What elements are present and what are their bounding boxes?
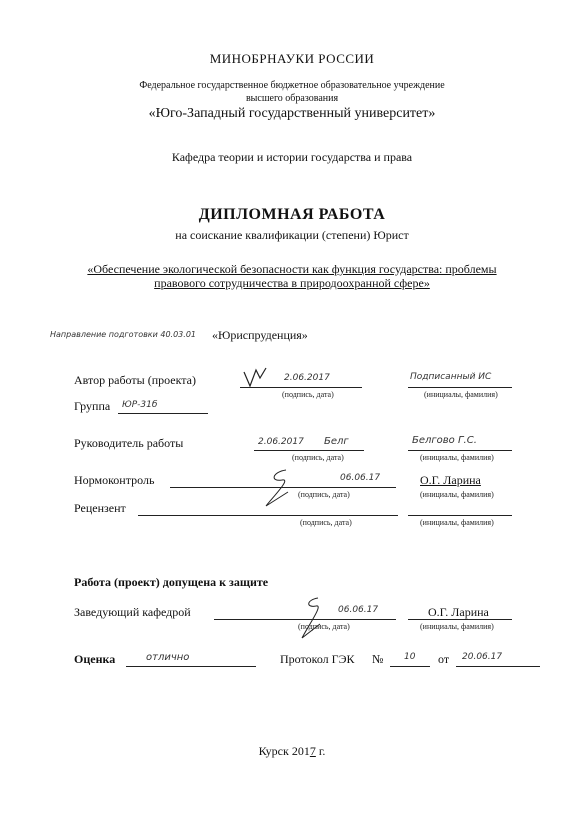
head-of-department-label: Заведующий кафедрой (74, 605, 191, 619)
author-name-line (408, 387, 512, 388)
reviewer-sign-line (138, 515, 398, 516)
normocontrol-name-caption: (инициалы, фамилия) (420, 490, 494, 499)
thesis-topic-line2: правового сотрудничества в природоохранной сфере» (154, 276, 430, 290)
head-name-line (408, 619, 512, 620)
year-digit: 7 (309, 744, 316, 758)
supervisor-sign-line (254, 450, 364, 451)
reviewer-label: Рецензент (74, 501, 126, 515)
head-date: 06.06.17 (338, 605, 379, 615)
grade-label: Оценка (74, 652, 116, 666)
thesis-topic-line1: «Обеспечение экологической безопасности как функция государства: проблемы (87, 262, 497, 276)
group-line (118, 413, 208, 414)
head-signature (296, 596, 332, 642)
author-label: Автор работы (проекта) (74, 373, 196, 387)
supervisor-name-caption: (инициалы, фамилия) (420, 453, 494, 462)
protocol-number: 10 (404, 652, 416, 662)
normocontrol-signature (262, 468, 306, 510)
specialty-printed: «Юриспруденция» (212, 328, 308, 342)
year-suffix: г. (315, 744, 326, 758)
institution-type-line2: высшего образования (245, 93, 339, 104)
document-title: ДИПЛОМНАЯ РАБОТА (198, 206, 386, 223)
grade-line (126, 666, 256, 667)
document-subtitle: на соискание квалификации (степени) Юрист (175, 228, 409, 242)
protocol-number-line (390, 666, 430, 667)
normocontrol-name: О.Г. Ларина (420, 473, 481, 487)
supervisor-name: Белгово Г.С. (412, 435, 477, 446)
admission-heading: Работа (проект) допущена к защите (74, 575, 269, 589)
protocol-date-line (456, 666, 540, 667)
city-year-prefix: Курск 201 (258, 744, 310, 758)
reviewer-name-line (408, 515, 512, 516)
group-value: ЮР-31б (122, 400, 158, 410)
author-sign-caption: (подпись, дата) (282, 390, 334, 399)
normocontrol-sign-caption: (подпись, дата) (298, 490, 350, 499)
head-sign-caption: (подпись, дата) (298, 622, 350, 631)
author-name-handwritten: Подписанный ИС (410, 372, 492, 382)
supervisor-signature: Белг (324, 436, 349, 447)
head-name-caption: (инициалы, фамилия) (420, 622, 494, 631)
group-label: Группа (74, 399, 111, 413)
supervisor-name-line (408, 450, 512, 451)
institution-type-line1: Федеральное государственное бюджетное образовательное учреждение (139, 80, 445, 91)
author-sign-date: 2.06.2017 (284, 373, 330, 383)
supervisor-label: Руководитель работы (74, 436, 184, 450)
protocol-date: 20.06.17 (462, 652, 503, 662)
supervisor-date: 2.06.2017 (258, 437, 304, 447)
city-year (0, 744, 584, 759)
specialty-handwritten: Направление подготовки 40.03.01 (50, 330, 196, 339)
author-signature (242, 366, 282, 390)
reviewer-name-caption: (инициалы, фамилия) (420, 518, 494, 527)
normocontrol-label: Нормоконтроль (74, 473, 155, 487)
protocol-number-sign: № (372, 652, 384, 666)
author-name-caption: (инициалы, фамилия) (424, 390, 498, 399)
supervisor-sign-caption: (подпись, дата) (292, 453, 344, 462)
grade-value: отлично (146, 652, 190, 663)
university-name: «Юго-Западный государственный университет» (148, 106, 436, 121)
ministry-name: МИНОБРНАУКИ РОССИИ (209, 51, 375, 66)
reviewer-sign-caption: (подпись, дата) (300, 518, 352, 527)
department-name: Кафедра теории и истории государства и права (171, 150, 413, 164)
protocol-from-label: от (438, 652, 450, 666)
head-name: О.Г. Ларина (428, 605, 489, 619)
protocol-label: Протокол ГЭК (280, 652, 355, 666)
normocontrol-date: 06.06.17 (340, 473, 381, 483)
